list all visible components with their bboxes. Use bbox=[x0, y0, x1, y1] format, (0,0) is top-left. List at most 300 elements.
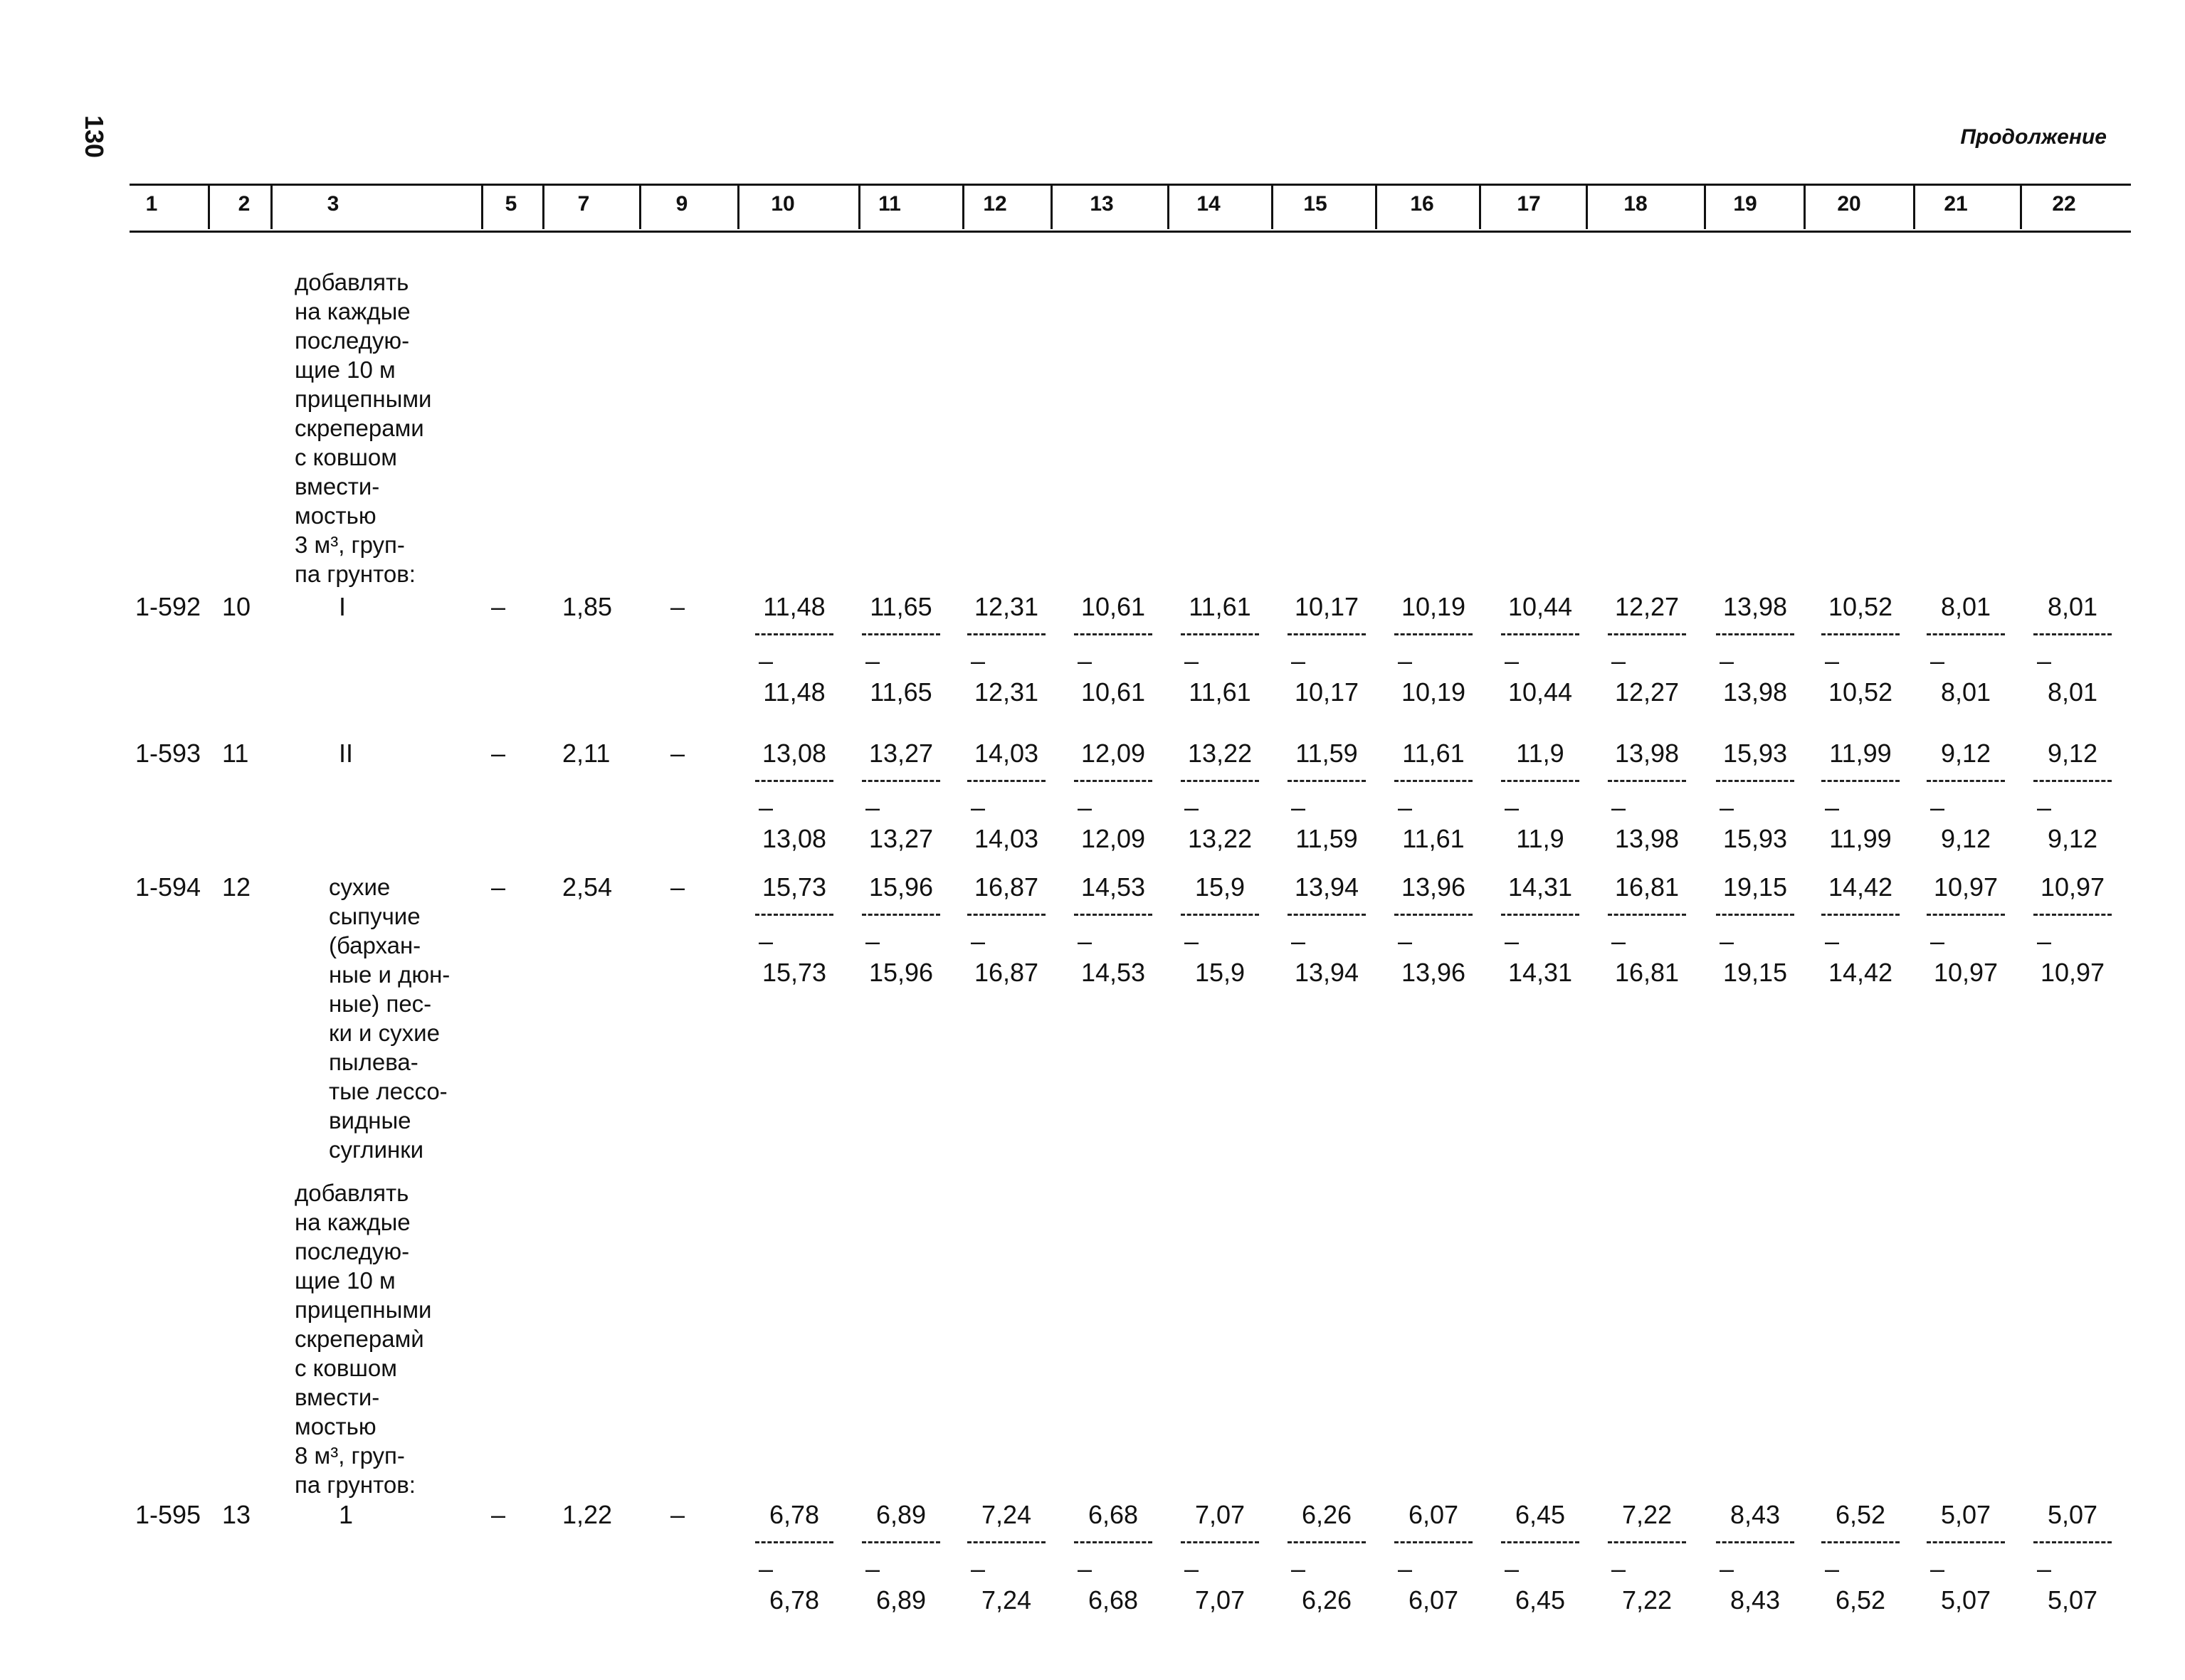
block-line: скреперами bbox=[295, 415, 424, 441]
row-number: 11 bbox=[222, 739, 249, 768]
cell-numerator: 5,07 bbox=[1940, 1500, 1991, 1529]
minus-sign: – bbox=[758, 1554, 774, 1583]
minus-sign: – bbox=[1397, 1554, 1413, 1583]
header-separator bbox=[1167, 185, 1169, 229]
cell-numerator: 8,01 bbox=[2047, 592, 2098, 621]
cell-denominator: 12,27 bbox=[1614, 677, 1680, 707]
fraction-line bbox=[755, 914, 833, 916]
header-separator bbox=[208, 185, 210, 229]
cell-numerator: 7,22 bbox=[1621, 1500, 1673, 1529]
header-column-20: 20 bbox=[1837, 192, 1861, 216]
fraction-line bbox=[1927, 780, 2005, 782]
block-line: прицепными bbox=[295, 386, 432, 412]
fraction-line bbox=[1501, 780, 1579, 782]
fraction-line bbox=[1501, 633, 1579, 635]
minus-sign: – bbox=[1611, 1554, 1626, 1583]
fraction-line bbox=[1716, 1541, 1794, 1543]
cell-denominator: 13,94 bbox=[1294, 958, 1359, 987]
header-column-9: 9 bbox=[675, 192, 688, 216]
cell-numerator: 6,07 bbox=[1408, 1500, 1459, 1529]
minus-sign: – bbox=[1397, 926, 1413, 956]
cell-numerator: 13,94 bbox=[1294, 872, 1359, 902]
cell-denominator: 6,89 bbox=[875, 1585, 927, 1615]
minus-sign: – bbox=[1611, 646, 1626, 675]
header-column-18: 18 bbox=[1623, 192, 1648, 216]
header-column-21: 21 bbox=[1944, 192, 1968, 216]
header-separator bbox=[1271, 185, 1273, 229]
minus-sign: – bbox=[1929, 1554, 1945, 1583]
row-group: I bbox=[339, 592, 347, 621]
continuation-label: Продолжение bbox=[1960, 125, 2107, 149]
row-description-line: сухие bbox=[329, 874, 391, 900]
cell-col5: – bbox=[491, 1500, 506, 1529]
row-description-line: ные и дюн- bbox=[329, 961, 451, 988]
minus-sign: – bbox=[1184, 646, 1199, 675]
cell-col5: – bbox=[491, 872, 506, 902]
cell-col5: – bbox=[491, 739, 506, 768]
cell-denominator: 16,87 bbox=[974, 958, 1039, 987]
cell-denominator: 13,27 bbox=[868, 824, 934, 853]
cell-denominator: 11,61 bbox=[1189, 677, 1251, 707]
block-line: добавлять bbox=[295, 269, 409, 295]
cell-numerator: 6,52 bbox=[1835, 1500, 1886, 1529]
minus-sign: – bbox=[2036, 793, 2052, 822]
cell-col7: 2,11 bbox=[562, 739, 611, 768]
cell-denominator: 11,59 bbox=[1295, 824, 1358, 853]
fraction-line bbox=[1501, 1541, 1579, 1543]
fraction-line bbox=[755, 633, 833, 635]
cell-denominator: 8,01 bbox=[1940, 677, 1991, 707]
cell-denominator: 13,22 bbox=[1187, 824, 1253, 853]
minus-sign: – bbox=[865, 926, 880, 956]
minus-sign: – bbox=[1504, 793, 1520, 822]
cell-numerator: 11,99 bbox=[1829, 739, 1892, 768]
minus-sign: – bbox=[1184, 1554, 1199, 1583]
fraction-line bbox=[862, 633, 940, 635]
header-separator bbox=[1479, 185, 1481, 229]
fraction-line bbox=[967, 633, 1046, 635]
block-line: мостью bbox=[295, 502, 377, 529]
block-line: 8 м³, груп- bbox=[295, 1442, 405, 1469]
fraction-line bbox=[1608, 780, 1686, 782]
cell-numerator: 13,96 bbox=[1401, 872, 1466, 902]
header-separator bbox=[639, 185, 641, 229]
minus-sign: – bbox=[1929, 646, 1945, 675]
minus-sign: – bbox=[1929, 926, 1945, 956]
cell-numerator: 6,68 bbox=[1088, 1500, 1139, 1529]
fraction-line bbox=[1181, 1541, 1259, 1543]
fraction-line bbox=[1074, 1541, 1152, 1543]
cell-numerator: 11,65 bbox=[870, 592, 932, 621]
fraction-line bbox=[1394, 914, 1473, 916]
cell-col7: 2,54 bbox=[562, 872, 613, 902]
cell-numerator: 11,61 bbox=[1402, 739, 1465, 768]
row-description-line: ные) пес- bbox=[329, 990, 432, 1017]
cell-numerator: 10,17 bbox=[1294, 592, 1359, 621]
cell-numerator: 11,9 bbox=[1516, 739, 1564, 768]
fraction-line bbox=[1394, 1541, 1473, 1543]
cell-denominator: 10,97 bbox=[1933, 958, 1999, 987]
minus-sign: – bbox=[1611, 926, 1626, 956]
cell-denominator: 6,68 bbox=[1088, 1585, 1139, 1615]
fraction-line bbox=[1927, 914, 2005, 916]
minus-sign: – bbox=[1077, 646, 1092, 675]
cell-denominator: 14,03 bbox=[974, 824, 1039, 853]
fraction-line bbox=[1716, 914, 1794, 916]
table-top-rule bbox=[130, 184, 2131, 186]
cell-col7: 1,22 bbox=[562, 1500, 613, 1529]
cell-denominator: 13,98 bbox=[1614, 824, 1680, 853]
cell-denominator: 11,48 bbox=[763, 677, 826, 707]
header-column-11: 11 bbox=[878, 192, 901, 216]
row-code: 1-593 bbox=[135, 739, 201, 768]
cell-numerator: 9,12 bbox=[2047, 739, 2098, 768]
fraction-line bbox=[1716, 633, 1794, 635]
cell-denominator: 11,65 bbox=[870, 677, 932, 707]
cell-numerator: 8,01 bbox=[1940, 592, 1991, 621]
cell-col9: – bbox=[670, 872, 685, 902]
minus-sign: – bbox=[758, 793, 774, 822]
minus-sign: – bbox=[1184, 793, 1199, 822]
cell-numerator: 14,31 bbox=[1507, 872, 1573, 902]
cell-denominator: 16,81 bbox=[1614, 958, 1680, 987]
fraction-line bbox=[1501, 914, 1579, 916]
minus-sign: – bbox=[1290, 646, 1306, 675]
fraction-line bbox=[1821, 633, 1900, 635]
cell-numerator: 10,61 bbox=[1080, 592, 1146, 621]
row-code: 1-592 bbox=[135, 592, 201, 621]
header-separator bbox=[481, 185, 483, 229]
block-line: па грунтов: bbox=[295, 561, 416, 587]
header-column-2: 2 bbox=[238, 192, 251, 216]
fraction-line bbox=[1288, 633, 1366, 635]
cell-numerator: 6,26 bbox=[1301, 1500, 1352, 1529]
fraction-line bbox=[1074, 633, 1152, 635]
fraction-line bbox=[1927, 1541, 2005, 1543]
table-header-rule bbox=[130, 231, 2131, 233]
cell-denominator: 14,31 bbox=[1507, 958, 1573, 987]
cell-denominator: 8,43 bbox=[1729, 1585, 1781, 1615]
cell-denominator: 13,96 bbox=[1401, 958, 1466, 987]
cell-numerator: 13,08 bbox=[762, 739, 827, 768]
header-separator bbox=[1586, 185, 1588, 229]
header-column-16: 16 bbox=[1410, 192, 1434, 216]
cell-denominator: 7,24 bbox=[981, 1585, 1032, 1615]
cell-denominator: 11,99 bbox=[1829, 824, 1892, 853]
cell-denominator: 6,45 bbox=[1515, 1585, 1566, 1615]
minus-sign: – bbox=[1929, 793, 1945, 822]
minus-sign: – bbox=[1719, 1554, 1734, 1583]
fraction-line bbox=[967, 914, 1046, 916]
header-column-13: 13 bbox=[1090, 192, 1114, 216]
cell-numerator: 6,45 bbox=[1515, 1500, 1566, 1529]
header-separator bbox=[858, 185, 860, 229]
row-description-1-594 bbox=[329, 872, 450, 1164]
cell-numerator: 12,27 bbox=[1614, 592, 1680, 621]
header-column-19: 19 bbox=[1733, 192, 1757, 216]
cell-denominator: 12,09 bbox=[1080, 824, 1146, 853]
minus-sign: – bbox=[970, 926, 986, 956]
cell-denominator: 6,52 bbox=[1835, 1585, 1886, 1615]
cell-numerator: 11,61 bbox=[1189, 592, 1251, 621]
row-description-line: пылева- bbox=[329, 1049, 418, 1075]
fraction-line bbox=[2033, 1541, 2112, 1543]
cell-numerator: 10,44 bbox=[1507, 592, 1573, 621]
minus-sign: – bbox=[1290, 1554, 1306, 1583]
header-separator bbox=[1375, 185, 1377, 229]
minus-sign: – bbox=[1824, 1554, 1840, 1583]
cell-denominator: 14,42 bbox=[1828, 958, 1893, 987]
minus-sign: – bbox=[1290, 926, 1306, 956]
row-description-line: ки и сухие bbox=[329, 1020, 440, 1046]
fraction-line bbox=[1821, 914, 1900, 916]
header-column-5: 5 bbox=[505, 192, 517, 216]
cell-numerator: 6,78 bbox=[769, 1500, 820, 1529]
header-separator bbox=[962, 185, 964, 229]
cell-denominator: 6,78 bbox=[769, 1585, 820, 1615]
cell-numerator: 13,98 bbox=[1722, 592, 1788, 621]
minus-sign: – bbox=[865, 1554, 880, 1583]
cell-denominator: 9,12 bbox=[1940, 824, 1991, 853]
cell-col9: – bbox=[670, 739, 685, 768]
cell-denominator: 13,98 bbox=[1722, 677, 1788, 707]
cell-numerator: 10,19 bbox=[1401, 592, 1466, 621]
header-separator bbox=[1051, 185, 1053, 229]
header-separator bbox=[2020, 185, 2022, 229]
row-number: 10 bbox=[222, 592, 251, 621]
cell-denominator: 15,9 bbox=[1194, 958, 1246, 987]
cell-denominator: 14,53 bbox=[1080, 958, 1146, 987]
minus-sign: – bbox=[1184, 926, 1199, 956]
row-description-line: суглинки bbox=[329, 1136, 424, 1163]
minus-sign: – bbox=[865, 793, 880, 822]
block-line: добавлять bbox=[295, 1180, 409, 1206]
fraction-line bbox=[967, 1541, 1046, 1543]
cell-denominator: 10,19 bbox=[1401, 677, 1466, 707]
fraction-line bbox=[1608, 633, 1686, 635]
cell-denominator: 6,26 bbox=[1301, 1585, 1352, 1615]
cell-denominator: 13,08 bbox=[762, 824, 827, 853]
block-line: мостью bbox=[295, 1413, 377, 1439]
cell-numerator: 15,96 bbox=[868, 872, 934, 902]
row-description-line: видные bbox=[329, 1107, 411, 1134]
cell-col9: – bbox=[670, 592, 685, 621]
cell-denominator: 5,07 bbox=[1940, 1585, 1991, 1615]
cell-numerator: 7,24 bbox=[981, 1500, 1032, 1529]
cell-denominator: 10,97 bbox=[2040, 958, 2105, 987]
fraction-line bbox=[1394, 633, 1473, 635]
block-line: последую- bbox=[295, 1238, 410, 1264]
header-column-1: 1 bbox=[145, 192, 158, 216]
cell-denominator: 10,44 bbox=[1507, 677, 1573, 707]
block-text-3m3 bbox=[295, 268, 431, 588]
header-separator bbox=[1913, 185, 1915, 229]
header-column-14: 14 bbox=[1196, 192, 1221, 216]
cell-denominator: 10,17 bbox=[1294, 677, 1359, 707]
cell-numerator: 12,31 bbox=[974, 592, 1039, 621]
cell-numerator: 6,89 bbox=[875, 1500, 927, 1529]
minus-sign: – bbox=[1719, 793, 1734, 822]
cell-numerator: 19,15 bbox=[1722, 872, 1788, 902]
cell-numerator: 9,12 bbox=[1940, 739, 1991, 768]
cell-denominator: 12,31 bbox=[974, 677, 1039, 707]
fraction-line bbox=[1288, 1541, 1366, 1543]
cell-numerator: 13,22 bbox=[1187, 739, 1253, 768]
cell-denominator: 15,93 bbox=[1722, 824, 1788, 853]
cell-denominator: 6,07 bbox=[1408, 1585, 1459, 1615]
header-column-22: 22 bbox=[2052, 192, 2076, 216]
minus-sign: – bbox=[2036, 926, 2052, 956]
header-separator bbox=[1804, 185, 1806, 229]
header-separator bbox=[542, 185, 544, 229]
cell-numerator: 13,98 bbox=[1614, 739, 1680, 768]
row-description-line: сыпучие bbox=[329, 903, 421, 929]
fraction-line bbox=[755, 1541, 833, 1543]
minus-sign: – bbox=[865, 646, 880, 675]
minus-sign: – bbox=[1077, 1554, 1092, 1583]
minus-sign: – bbox=[2036, 1554, 2052, 1583]
cell-numerator: 10,97 bbox=[2040, 872, 2105, 902]
fraction-line bbox=[2033, 914, 2112, 916]
fraction-line bbox=[1394, 780, 1473, 782]
row-code: 1-594 bbox=[135, 872, 201, 902]
minus-sign: – bbox=[1824, 793, 1840, 822]
minus-sign: – bbox=[1719, 646, 1734, 675]
fraction-line bbox=[862, 780, 940, 782]
fraction-line bbox=[1181, 780, 1259, 782]
block-line: 3 м³, груп- bbox=[295, 532, 405, 558]
cell-numerator: 5,07 bbox=[2047, 1500, 2098, 1529]
cell-denominator: 19,15 bbox=[1722, 958, 1788, 987]
block-line: с ковшом bbox=[295, 1355, 397, 1381]
header-separator bbox=[737, 185, 739, 229]
block-line: вмести- bbox=[295, 1384, 380, 1410]
fraction-line bbox=[862, 1541, 940, 1543]
cell-numerator: 11,48 bbox=[763, 592, 826, 621]
fraction-line bbox=[1181, 914, 1259, 916]
row-description-line: тые лессо- bbox=[329, 1078, 448, 1104]
minus-sign: – bbox=[1824, 646, 1840, 675]
minus-sign: – bbox=[1719, 926, 1734, 956]
row-group: II bbox=[339, 739, 354, 768]
row-number: 12 bbox=[222, 872, 251, 902]
cell-numerator: 11,59 bbox=[1295, 739, 1358, 768]
fraction-line bbox=[1608, 1541, 1686, 1543]
fraction-line bbox=[1821, 780, 1900, 782]
row-number: 13 bbox=[222, 1500, 251, 1529]
cell-col9: – bbox=[670, 1500, 685, 1529]
block-line: на каждые bbox=[295, 1209, 411, 1235]
minus-sign: – bbox=[758, 646, 774, 675]
cell-denominator: 10,61 bbox=[1080, 677, 1146, 707]
fraction-line bbox=[755, 780, 833, 782]
block-line: щие 10 м bbox=[295, 356, 396, 383]
fraction-line bbox=[1716, 780, 1794, 782]
cell-numerator: 16,81 bbox=[1614, 872, 1680, 902]
minus-sign: – bbox=[1397, 646, 1413, 675]
fraction-line bbox=[1608, 914, 1686, 916]
minus-sign: – bbox=[758, 926, 774, 956]
cell-denominator: 15,73 bbox=[762, 958, 827, 987]
cell-numerator: 15,93 bbox=[1722, 739, 1788, 768]
cell-col5: – bbox=[491, 592, 506, 621]
minus-sign: – bbox=[1504, 926, 1520, 956]
fraction-line bbox=[1288, 914, 1366, 916]
cell-numerator: 10,97 bbox=[1933, 872, 1999, 902]
minus-sign: – bbox=[1077, 793, 1092, 822]
row-code: 1-595 bbox=[135, 1500, 201, 1529]
header-column-17: 17 bbox=[1517, 192, 1541, 216]
cell-numerator: 14,53 bbox=[1080, 872, 1146, 902]
cell-numerator: 10,52 bbox=[1828, 592, 1893, 621]
header-column-15: 15 bbox=[1303, 192, 1327, 216]
block-line: па грунтов: bbox=[295, 1472, 416, 1498]
cell-denominator: 10,52 bbox=[1828, 677, 1893, 707]
block-line: скреперамѝ bbox=[295, 1326, 424, 1352]
fraction-line bbox=[1181, 633, 1259, 635]
row-group: 1 bbox=[339, 1500, 354, 1529]
minus-sign: – bbox=[1504, 1554, 1520, 1583]
cell-numerator: 14,03 bbox=[974, 739, 1039, 768]
cell-numerator: 13,27 bbox=[868, 739, 934, 768]
minus-sign: – bbox=[970, 646, 986, 675]
minus-sign: – bbox=[1824, 926, 1840, 956]
cell-numerator: 15,73 bbox=[762, 872, 827, 902]
block-line: прицепными bbox=[295, 1296, 432, 1323]
fraction-line bbox=[2033, 780, 2112, 782]
cell-numerator: 12,09 bbox=[1080, 739, 1146, 768]
cell-denominator: 7,07 bbox=[1194, 1585, 1246, 1615]
cell-denominator: 11,9 bbox=[1516, 824, 1564, 853]
fraction-line bbox=[967, 780, 1046, 782]
minus-sign: – bbox=[1611, 793, 1626, 822]
block-text-8m3 bbox=[295, 1178, 431, 1499]
fraction-line bbox=[1074, 780, 1152, 782]
minus-sign: – bbox=[2036, 646, 2052, 675]
cell-denominator: 7,22 bbox=[1621, 1585, 1673, 1615]
header-separator bbox=[270, 185, 273, 229]
cell-denominator: 15,96 bbox=[868, 958, 934, 987]
header-separator bbox=[1704, 185, 1706, 229]
fraction-line bbox=[1927, 633, 2005, 635]
cell-denominator: 11,61 bbox=[1402, 824, 1465, 853]
header-column-3: 3 bbox=[327, 192, 339, 216]
minus-sign: – bbox=[1397, 793, 1413, 822]
minus-sign: – bbox=[1504, 646, 1520, 675]
page-number: 130 bbox=[80, 115, 109, 159]
cell-denominator: 9,12 bbox=[2047, 824, 2098, 853]
minus-sign: – bbox=[1077, 926, 1092, 956]
minus-sign: – bbox=[970, 793, 986, 822]
fraction-line bbox=[1074, 914, 1152, 916]
block-line: с ковшом bbox=[295, 444, 397, 470]
header-column-7: 7 bbox=[577, 192, 590, 216]
block-line: вмести- bbox=[295, 473, 380, 500]
row-description-line: (бархан- bbox=[329, 932, 421, 958]
cell-col7: 1,85 bbox=[562, 592, 613, 621]
fraction-line bbox=[1288, 780, 1366, 782]
minus-sign: – bbox=[1290, 793, 1306, 822]
cell-numerator: 16,87 bbox=[974, 872, 1039, 902]
cell-numerator: 14,42 bbox=[1828, 872, 1893, 902]
fraction-line bbox=[2033, 633, 2112, 635]
cell-numerator: 8,43 bbox=[1729, 1500, 1781, 1529]
cell-numerator: 15,9 bbox=[1194, 872, 1246, 902]
fraction-line bbox=[1821, 1541, 1900, 1543]
cell-denominator: 8,01 bbox=[2047, 677, 2098, 707]
minus-sign: – bbox=[970, 1554, 986, 1583]
block-line: щие 10 м bbox=[295, 1267, 396, 1294]
